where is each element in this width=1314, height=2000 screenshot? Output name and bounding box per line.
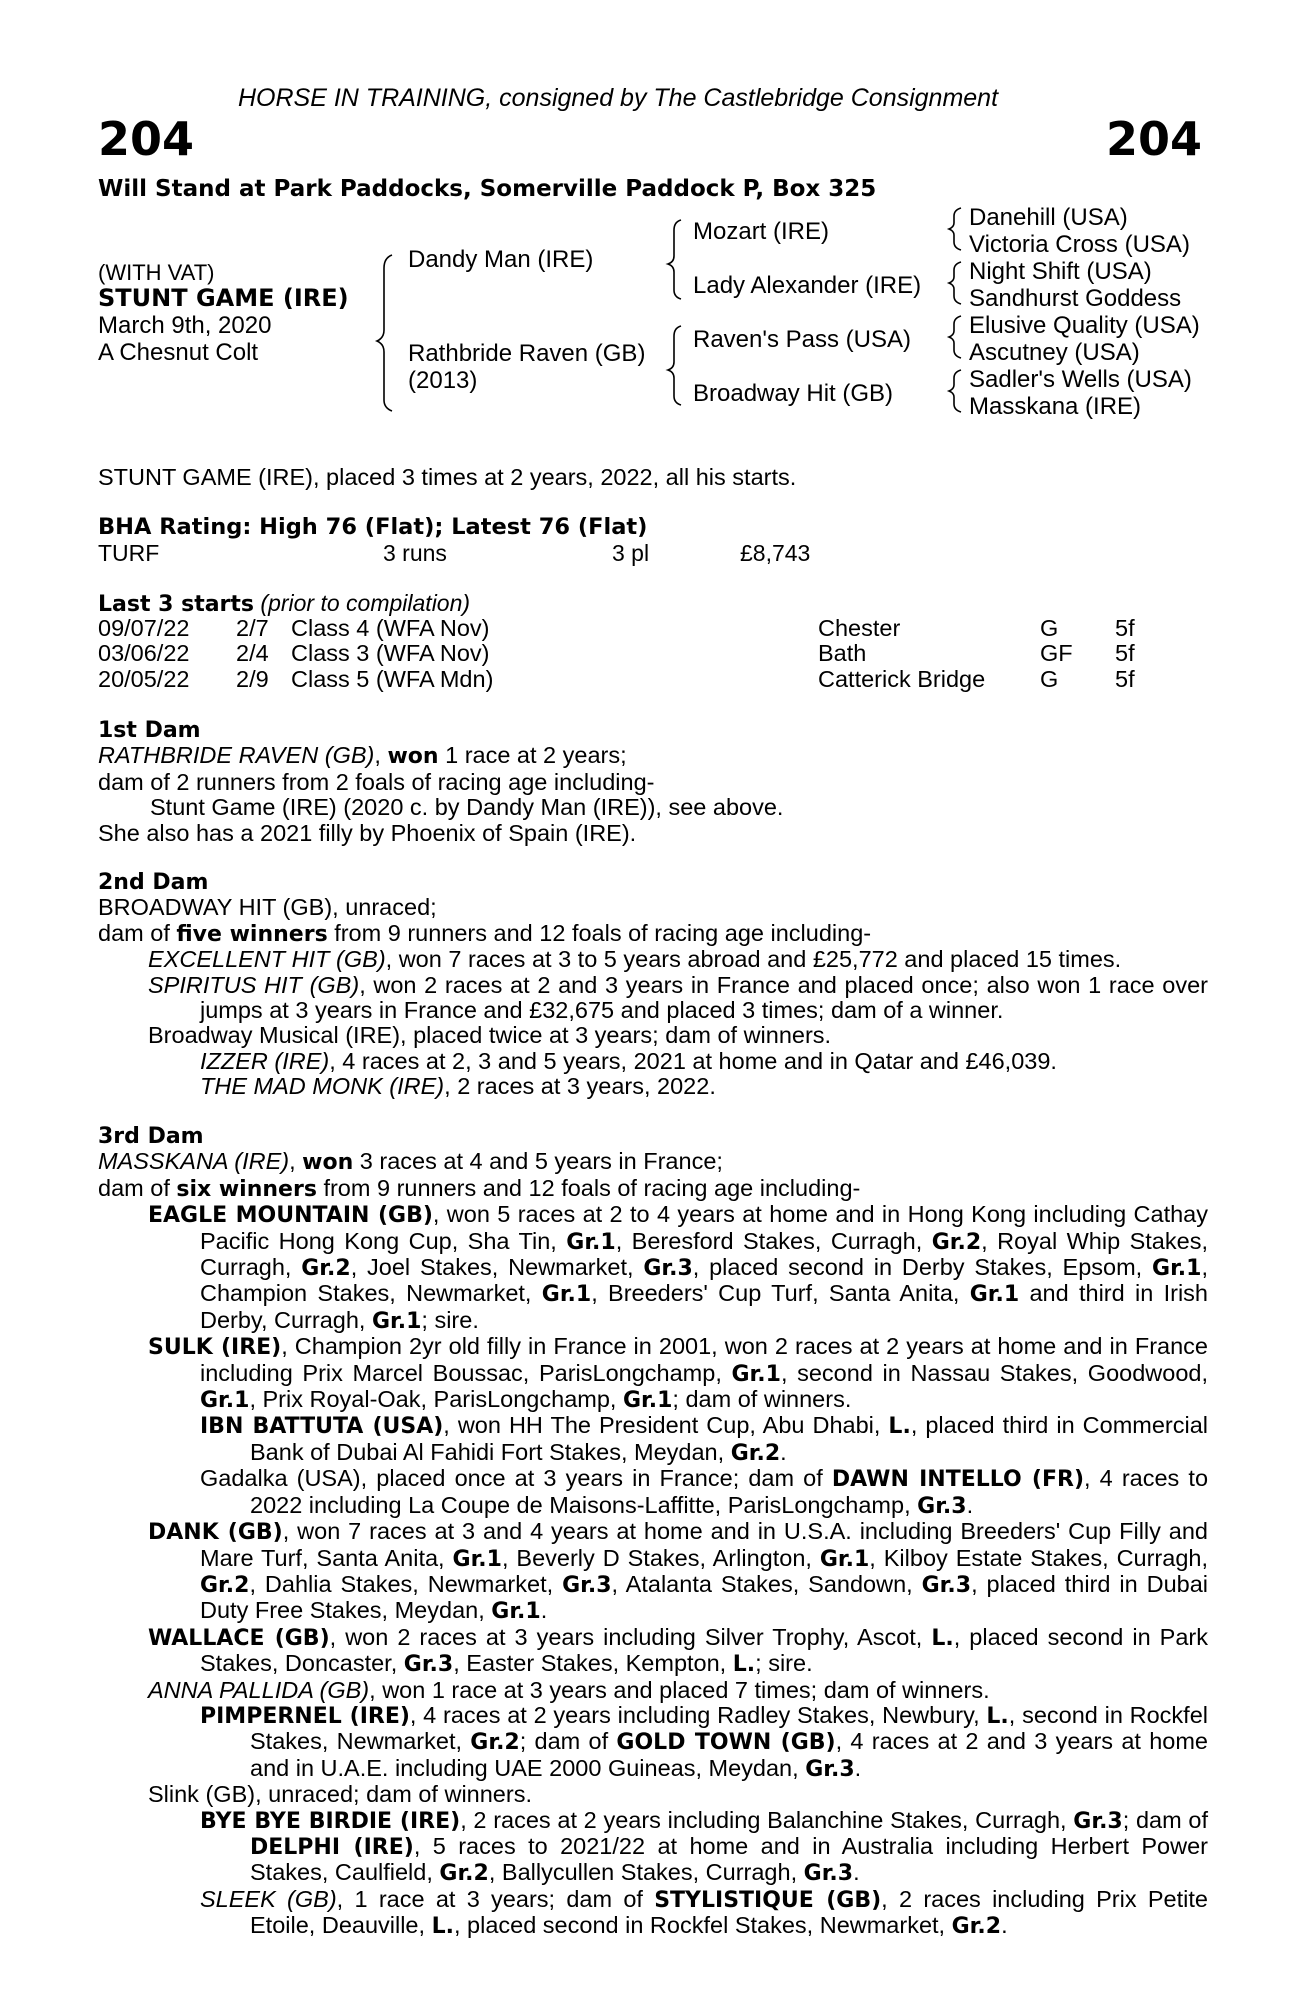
grade: Gr.3 bbox=[921, 1572, 972, 1598]
grade: Gr.2 bbox=[439, 1861, 489, 1887]
start-race: Class 4 (WFA Nov) bbox=[291, 615, 490, 641]
grade: Gr.1 bbox=[819, 1546, 870, 1572]
start-going: G bbox=[1040, 615, 1059, 641]
grade: Gr.1 bbox=[200, 1388, 250, 1414]
start-distance: 5f bbox=[1115, 615, 1135, 641]
grade: Gr.1 bbox=[541, 1282, 592, 1308]
entry-name: SULK (IRE) bbox=[148, 1335, 282, 1361]
entry-name: DANK (GB) bbox=[148, 1520, 283, 1546]
entry-text: , won 1 race at 3 years and placed 7 times; dam of winners. bbox=[369, 1676, 990, 1703]
entry-text: , placed second in Derby Stakes, Epsom, bbox=[692, 1254, 1153, 1281]
third-dam-section bbox=[98, 1124, 1208, 1940]
pedigree-g8: Masskana (IRE) bbox=[969, 393, 1142, 420]
wallace-entry bbox=[98, 1625, 1208, 1678]
grade: Gr.1 bbox=[969, 1282, 1020, 1308]
pedigree-dam-dam: Broadway Hit (GB) bbox=[693, 380, 894, 407]
grade: Gr.3 bbox=[643, 1256, 693, 1282]
first-dam-won: won bbox=[387, 744, 439, 770]
entry-name: SPIRITUS HIT (GB) bbox=[148, 971, 360, 998]
starts-title: Last 3 starts bbox=[98, 592, 255, 617]
produce-pre: dam of bbox=[98, 919, 177, 946]
entry-text: ; sire. bbox=[421, 1306, 479, 1333]
entry-text: , Joel Stakes, Newmarket, bbox=[350, 1254, 644, 1281]
grade: L. bbox=[986, 1703, 1009, 1729]
entry-text: Slink (GB), unraced; dam of winners. bbox=[148, 1781, 532, 1808]
pedigree-g3: Night Shift (USA) bbox=[969, 258, 1152, 285]
entry-name: BYE BYE BIRDIE (IRE) bbox=[200, 1808, 461, 1834]
grade: Gr.1 bbox=[371, 1308, 422, 1334]
bye-bye-birdie-entry bbox=[98, 1808, 1208, 1887]
pedigree-dam: Rathbride Raven (GB) bbox=[408, 340, 646, 367]
entry-name: WALLACE (GB) bbox=[148, 1625, 330, 1651]
entry-text: , placed third in Commercial Bank of Dubai Al Fahidi Fort Stakes, Meydan, bbox=[250, 1412, 1208, 1465]
start-distance: 5f bbox=[1115, 640, 1135, 667]
produce-post: from 9 runners and 12 foals of racing age including- bbox=[316, 1174, 861, 1201]
start-course: Bath bbox=[818, 640, 867, 667]
entry-text: Broadway Musical (IRE), placed twice at 3 years; dam of winners. bbox=[148, 1022, 832, 1049]
entry-text: , Kilboy Estate Stakes, Curragh, bbox=[869, 1544, 1209, 1571]
grade: Gr.2 bbox=[931, 1229, 982, 1255]
vat-note: (WITH VAT) bbox=[98, 260, 215, 285]
entry-name: GOLD TOWN (GB) bbox=[616, 1730, 836, 1756]
grade: Gr.2 bbox=[200, 1572, 250, 1598]
entry-text: , placed third in Dubai Duty Free Stakes, Meydan, bbox=[200, 1570, 1208, 1624]
entry-name: IZZER (IRE) bbox=[200, 1047, 330, 1074]
lot-number-right: 204 bbox=[1105, 112, 1202, 166]
second-dam-intro: BROADWAY HIT (GB), unraced; bbox=[98, 894, 437, 921]
entry-name: THE MAD MONK (IRE) bbox=[200, 1073, 445, 1100]
entry-text: , won 2 races at 2 and 3 years in France and placed once; also won 1 race over jumps at 3 years in France and £32,675 and placed 3 times; dam of a winner. bbox=[200, 971, 1208, 1024]
entry-text: , 2 races including Prix Petite Etoile, Deauville, bbox=[250, 1885, 1208, 1939]
grade: Gr.1 bbox=[452, 1546, 502, 1572]
entry-text: . bbox=[853, 1859, 860, 1886]
entry-text: , won 5 races at 2 to 4 years at home and in Hong Kong including Cathay Pacific Hong Kong Cup, Sha Tin, bbox=[200, 1201, 1208, 1254]
horse-description: A Chesnut Colt bbox=[98, 339, 259, 366]
start-date: 09/07/22 bbox=[98, 615, 190, 641]
entry-text: , Champion 2yr old filly in France in 2001, won 2 races at 2 years at home and in France including Prix Marcel Boussac, ParisLongchamp, bbox=[200, 1333, 1208, 1386]
entry-text: , 4 races to 2022 including La Coupe de Maisons-Laffitte, ParisLongchamp, bbox=[250, 1465, 1209, 1518]
produce-winners: five winners bbox=[176, 921, 328, 947]
entry-text: , Champion Stakes, Newmarket, bbox=[200, 1254, 1208, 1307]
first-dam-offspring: Stunt Game (IRE) (2020 c. by Dandy Man (IRE)), see above. bbox=[150, 794, 784, 821]
slink-entry bbox=[98, 1782, 1208, 1807]
entry-name: ANNA PALLIDA (GB) bbox=[148, 1676, 370, 1703]
entry-text: , 4 races at 2 and 3 years at home and in U.A.E. including UAE 2000 Guineas, Meydan, bbox=[250, 1728, 1208, 1781]
anna-pallida-entry bbox=[98, 1678, 1208, 1703]
entry-text: , Beverly D Stakes, Arlington, bbox=[501, 1544, 820, 1571]
entry-text: Gadalka (USA), placed once at 3 years in France; dam of bbox=[200, 1465, 832, 1492]
first-dam-record-text: 1 race at 2 years; bbox=[438, 742, 627, 769]
produce-post: from 9 runners and 12 foals of racing age including- bbox=[327, 919, 872, 946]
start-going: GF bbox=[1040, 640, 1073, 667]
entry-text: and third in Irish Derby, Curragh, bbox=[200, 1280, 1208, 1333]
grade: Gr.3 bbox=[1073, 1808, 1123, 1834]
grade: Gr.1 bbox=[566, 1229, 616, 1255]
start-date: 03/06/22 bbox=[98, 640, 190, 667]
first-dam-extra: She also has a 2021 filly by Phoenix of Spain (IRE). bbox=[98, 819, 637, 846]
entry-text: , Breeders' Cup Turf, Santa Anita, bbox=[591, 1280, 970, 1307]
entry-text: , second in Rockfel Stakes, Newmarket, bbox=[250, 1701, 1209, 1755]
grade: L. bbox=[931, 1625, 954, 1651]
eagle-mountain-entry bbox=[98, 1202, 1208, 1334]
entry-text: , Prix Royal-Oak, ParisLongchamp, bbox=[249, 1386, 623, 1413]
pedigree-g2: Victoria Cross (USA) bbox=[969, 231, 1190, 258]
entry-text: , Beresford Stakes, Curragh, bbox=[615, 1227, 932, 1254]
starts-note: (prior to compilation) bbox=[260, 590, 471, 616]
pedigree-dam-year: (2013) bbox=[408, 367, 478, 394]
grade: Gr.2 bbox=[730, 1440, 781, 1466]
entry-text: . bbox=[966, 1491, 974, 1518]
pedigree-g1: Danehill (USA) bbox=[969, 204, 1128, 231]
third-dam-record-text: 3 races at 4 and 5 years in France; bbox=[353, 1148, 723, 1175]
grade: Gr.2 bbox=[301, 1256, 351, 1282]
entry-text: , 4 races at 2, 3 and 5 years, 2021 at home and in Qatar and £46,039. bbox=[329, 1047, 1057, 1074]
grade: L. bbox=[431, 1914, 454, 1940]
produce-pre: dam of bbox=[98, 1174, 177, 1201]
second-dam-section bbox=[98, 870, 1208, 1100]
entry-text: , 2 races at 2 years including Balanchine Stakes, Curragh, bbox=[460, 1806, 1074, 1833]
entry-text: , won 7 races at 3 to 5 years abroad and £25,772 and placed 15 times. bbox=[385, 946, 1122, 973]
first-dam-record: RATHBRIDE RAVEN (GB), won 1 race at 2 years; bbox=[98, 742, 627, 770]
entry-text: , Ballycullen Stakes, Curragh, bbox=[488, 1859, 804, 1886]
start-race: Class 3 (WFA Nov) bbox=[291, 640, 490, 667]
entry-text: . bbox=[780, 1438, 787, 1465]
pedigree-dam-sire: Raven's Pass (USA) bbox=[693, 326, 911, 353]
dank-entry bbox=[98, 1519, 1208, 1625]
start-course: Catterick Bridge bbox=[818, 665, 986, 692]
race-summary: STUNT GAME (IRE), placed 3 times at 2 years, 2022, all his starts. bbox=[98, 464, 797, 490]
start-position: 2/4 bbox=[236, 640, 269, 667]
grade: Gr.2 bbox=[470, 1730, 520, 1756]
entry-text: . bbox=[1001, 1912, 1008, 1939]
bha-rating: BHA Rating: High 76 (Flat); Latest 76 (Flat) bbox=[98, 514, 648, 540]
grade: Gr.3 bbox=[805, 1756, 855, 1782]
pedigree-sire-dam: Lady Alexander (IRE) bbox=[693, 272, 922, 299]
start-position: 2/9 bbox=[236, 665, 269, 692]
entry-text: . bbox=[540, 1597, 548, 1624]
entry-text: , won 7 races at 3 and 4 years at home and in U.S.A. including Breeders' Cup Filly and Mare Turf, Santa Anita, bbox=[200, 1518, 1208, 1571]
stand-location: Will Stand at Park Paddocks, Somerville Paddock P, Box 325 bbox=[98, 176, 877, 202]
third-dam-record: MASSKANA (IRE), won 3 races at 4 and 5 years in France; bbox=[98, 1148, 723, 1176]
entry-name: EAGLE MOUNTAIN (GB) bbox=[148, 1203, 433, 1229]
entry-name: EXCELLENT HIT (GB) bbox=[148, 946, 386, 973]
pedigree-sire: Dandy Man (IRE) bbox=[408, 246, 594, 273]
grade: L. bbox=[732, 1652, 756, 1678]
entry-text: , 2 races at 3 years, 2022. bbox=[444, 1073, 716, 1100]
entry-text: , 4 races at 2 years including Radley Stakes, Newbury, bbox=[409, 1701, 987, 1728]
ibn-battuta-entry bbox=[98, 1413, 1208, 1466]
start-row bbox=[98, 616, 1208, 641]
entry-name: PIMPERNEL (IRE) bbox=[200, 1703, 410, 1729]
grade: Gr.1 bbox=[622, 1388, 673, 1414]
entry-text: , placed second in Rockfel Stakes, Newmarket, bbox=[453, 1912, 952, 1939]
grade: Gr.3 bbox=[562, 1572, 612, 1598]
entry-text: , placed second in Park Stakes, Doncaster, bbox=[200, 1623, 1209, 1677]
grade: Gr.1 bbox=[731, 1361, 781, 1387]
entry-text: ; dam of winners. bbox=[672, 1386, 852, 1413]
first-dam-section bbox=[98, 718, 1208, 846]
second-dam-entry bbox=[98, 947, 1208, 972]
entry-name: DAWN INTELLO (FR) bbox=[831, 1467, 1085, 1493]
horse-name: STUNT GAME (IRE) bbox=[98, 284, 349, 312]
entry-name: SLEEK (GB) bbox=[200, 1885, 337, 1912]
third-dam-name: MASSKANA (IRE) bbox=[98, 1148, 290, 1175]
gadalka-entry bbox=[98, 1466, 1208, 1519]
pedigree-g6: Ascutney (USA) bbox=[969, 339, 1140, 366]
rating-surface: TURF bbox=[98, 540, 160, 566]
second-dam-produce bbox=[98, 921, 1208, 947]
rating-placings: 3 pl bbox=[612, 540, 650, 566]
start-distance: 5f bbox=[1115, 665, 1135, 692]
first-dam-name: RATHBRIDE RAVEN (GB) bbox=[98, 742, 375, 769]
entry-text: , won 2 races at 3 years including Silver Trophy, Ascot, bbox=[329, 1623, 932, 1650]
entry-name: IBN BATTUTA (USA) bbox=[200, 1414, 444, 1440]
first-dam-produce: dam of 2 runners from 2 foals of racing age including- bbox=[98, 768, 655, 795]
third-dam-won: won bbox=[302, 1150, 354, 1176]
sleek-entry bbox=[98, 1887, 1208, 1940]
second-dam-title: 2nd Dam bbox=[98, 870, 209, 895]
entry-text: , Dahlia Stakes, Newmarket, bbox=[249, 1570, 563, 1597]
start-going: G bbox=[1040, 665, 1059, 692]
entry-text: , Atalanta Stakes, Sandown, bbox=[611, 1570, 922, 1597]
entry-text: , second in Nassau Stakes, Goodwood, bbox=[780, 1359, 1208, 1386]
grade: Gr.3 bbox=[403, 1652, 454, 1678]
entry-text: ; sire. bbox=[755, 1650, 813, 1677]
entry-text: , 5 races to 2021/22 at home and in Australia including Herbert Power Stakes, Caulfield, bbox=[250, 1832, 1208, 1886]
grade: Gr.1 bbox=[1152, 1256, 1202, 1282]
start-course: Chester bbox=[818, 615, 901, 641]
second-dam-entry bbox=[98, 1074, 1208, 1099]
start-row bbox=[98, 667, 1208, 692]
start-position: 2/7 bbox=[236, 615, 269, 641]
start-date: 20/05/22 bbox=[98, 665, 190, 692]
grade: L. bbox=[888, 1414, 911, 1440]
grade: Gr.3 bbox=[917, 1493, 967, 1519]
start-race: Class 5 (WFA Mdn) bbox=[291, 665, 494, 692]
grade: Gr.1 bbox=[491, 1599, 541, 1625]
foaling-date: March 9th, 2020 bbox=[98, 312, 272, 339]
entry-name: STYLISTIQUE (GB) bbox=[654, 1887, 882, 1913]
pedigree-sire-sire: Mozart (IRE) bbox=[693, 218, 830, 245]
third-dam-title: 3rd Dam bbox=[98, 1124, 204, 1149]
rating-runs: 3 runs bbox=[383, 540, 447, 566]
entry-name: DELPHI (IRE) bbox=[250, 1834, 414, 1860]
starts-header bbox=[98, 590, 470, 617]
rating-earnings: £8,743 bbox=[740, 540, 811, 566]
entry-text: ; dam of bbox=[1122, 1806, 1208, 1833]
first-dam-title: 1st Dam bbox=[98, 718, 201, 743]
second-dam-entry bbox=[98, 1049, 1208, 1074]
entry-text: , Royal Whip Stakes, Curragh, bbox=[200, 1227, 1208, 1281]
grade: Gr.3 bbox=[803, 1861, 854, 1887]
lot-number-left: 204 bbox=[98, 112, 195, 166]
entry-text: . bbox=[854, 1754, 862, 1781]
pedigree-g5: Elusive Quality (USA) bbox=[969, 312, 1200, 339]
sulk-entry bbox=[98, 1334, 1208, 1413]
pedigree-g7: Sadler's Wells (USA) bbox=[969, 366, 1192, 393]
entry-text: ; dam of bbox=[519, 1728, 617, 1755]
second-dam-entry bbox=[98, 973, 1208, 1024]
starts-table bbox=[98, 616, 1208, 692]
consignment-note: HORSE IN TRAINING, consigned by The Castlebridge Consignment bbox=[238, 84, 999, 112]
grade: Gr.2 bbox=[951, 1914, 1002, 1940]
entry-text: , Easter Stakes, Kempton, bbox=[453, 1650, 733, 1677]
pimpernel-entry bbox=[98, 1703, 1208, 1782]
second-dam-entry bbox=[98, 1023, 1208, 1048]
pedigree-g4: Sandhurst Goddess bbox=[969, 285, 1182, 312]
entry-text: , 1 race at 3 years; dam of bbox=[336, 1885, 655, 1912]
produce-winners: six winners bbox=[176, 1176, 317, 1202]
third-dam-produce bbox=[98, 1176, 1208, 1202]
start-row bbox=[98, 641, 1208, 666]
entry-text: , won HH The President Cup, Abu Dhabi, bbox=[443, 1412, 889, 1439]
